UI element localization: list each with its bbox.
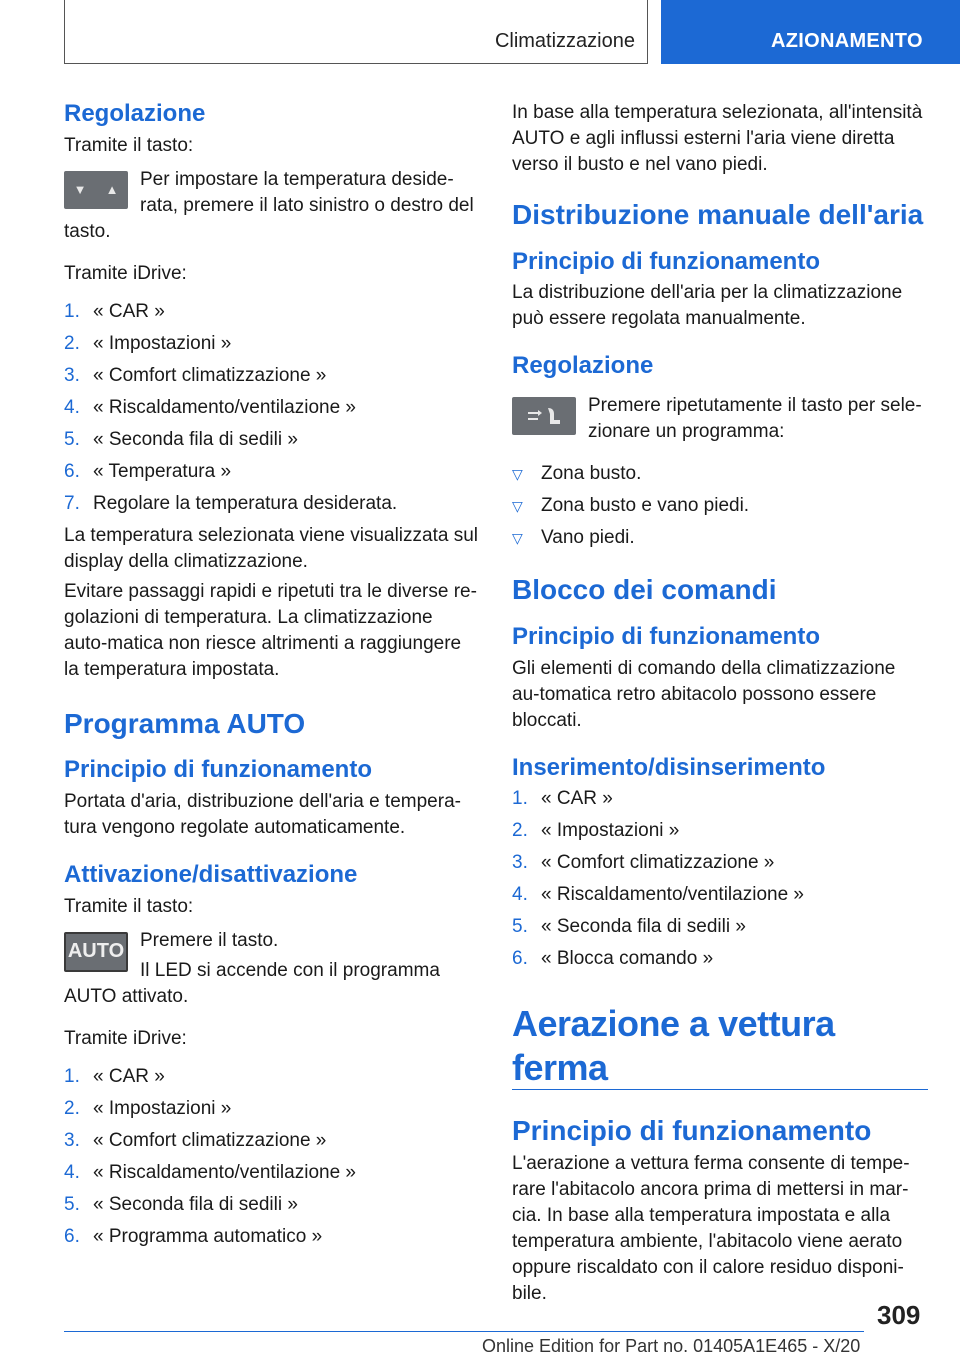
triangle-up-icon: ▲ (105, 182, 119, 198)
manual-options (512, 461, 928, 551)
temp-steps (64, 299, 480, 517)
bullet-triangle-icon: ▽ (512, 466, 523, 483)
list-item: 4. « Riscaldamento/ventilazione » (64, 396, 356, 418)
right-column (512, 100, 928, 1307)
list-item: 3. « Comfort climatizzazione » (512, 852, 775, 874)
lock-principle-title: Principio di funzionamento (512, 622, 820, 650)
list-item: ▽ Zona busto. (512, 461, 928, 487)
list-item: 4. « Riscaldamento/ventilazione » (512, 884, 804, 906)
list-item: 5. « Seconda fila di sedili » (512, 916, 746, 938)
parked-title: Aerazione a vettura ferma (512, 1003, 835, 1088)
parked-principle-text: L'aerazione a vettura ferma consente di tempe-rare l'abitacolo ancora prima di mettersi in mar-cia. In base alla temperatura impostata e alla temperatura ambiente, l'abitacolo viene aerato oppure riscaldato con il calore residuo disponi-bile. (512, 1153, 910, 1305)
list-item: 2. « Impostazioni » (512, 820, 680, 842)
list-item: 2. « Impostazioni » (64, 1097, 232, 1119)
list-item: 1. « CAR » (64, 300, 165, 322)
list-item: 6. « Blocca comando » (512, 948, 714, 970)
list-item: 5. « Seconda fila di sedili » (64, 428, 298, 450)
regolazione-title: Regolazione (64, 100, 206, 127)
list-item: 4. « Riscaldamento/ventilazione » (64, 1161, 356, 1183)
triangle-down-icon: ▼ (73, 182, 87, 198)
via-button-text: Tramite il tasto: (64, 134, 194, 156)
manual-principle-title: Principio di funzionamento (512, 247, 820, 275)
auto-principle-text: Portata d'aria, distribuzione dell'aria e tempera-tura vengono regolate automaticamente. (64, 791, 461, 839)
seat-airflow-icon (522, 404, 566, 428)
auto-led: Il LED si accende con il programma AUTO attivato. (64, 959, 440, 1007)
footer-edition: Online Edition for Part no. 01405A1E465 - X/20 (482, 1336, 861, 1356)
intro-text: In base alla temperatura selezionata, all'intensità AUTO e agli influssi esterni l'aria viene diretta verso il busto e nel vano piedi. (512, 102, 923, 175)
header-chapter-tab[interactable] (661, 0, 960, 64)
list-item: ▽ Zona busto e vano piedi. (512, 493, 928, 519)
header-chapter: AZIONAMENTO (771, 30, 923, 52)
manual-title: Distribuzione manuale dell'aria (512, 199, 924, 230)
parked-principle-title: Principio di funzionamento (512, 1114, 872, 1146)
manual-button-text: Premere ripetutamente il tasto per sele-zionare un programma: (588, 395, 922, 443)
list-item: 3. « Comfort climatizzazione » (64, 1129, 327, 1151)
header-section: Climatizzazione (494, 30, 635, 52)
list-item: 1. « CAR » (512, 788, 613, 810)
temp-note-1: La temperatura selezionata viene visualizzata sul display della climatizzazione. (64, 524, 479, 572)
lock-principle-text: Gli elementi di comando della climatizzazione au-tomatica retro abitacolo possono essere bloccati. (512, 657, 896, 731)
left-column (64, 100, 480, 1256)
auto-press: Premere il tasto. (140, 929, 279, 951)
via-idrive-text: Tramite iDrive: (64, 262, 187, 284)
manual-principle-text: La distribuzione dell'aria per la climatizzazione può essere regolata manualmente. (512, 282, 903, 330)
temp-down-up-icon (64, 171, 128, 209)
list-item: 6. « Temperatura » (64, 460, 232, 482)
auto-via-idrive: Tramite iDrive: (64, 1027, 187, 1049)
temp-button-text: Per impostare la temperatura deside-rata, premere il lato sinistro o destro del tasto. (64, 168, 474, 242)
list-item: 6. « Programma automatico » (64, 1225, 323, 1247)
temp-note-2: Evitare passaggi rapidi e ripetuti tra le diverse re-golazioni di temperatura. La climatizzazione auto-matica non riesce altrimenti a raggiungere la temperatura impostata. (64, 580, 477, 680)
page-number: 309 (877, 1300, 921, 1330)
auto-activation-title: Attivazione/disattivazione (64, 861, 358, 889)
auto-via-button: Tramite il tasto: (64, 895, 194, 917)
auto-button: AUTO (64, 932, 128, 972)
auto-title: Programma AUTO (64, 707, 306, 739)
auto-principle-title: Principio di funzionamento (64, 756, 372, 784)
list-item: 2. « Impostazioni » (64, 332, 232, 354)
bullet-triangle-icon: ▽ (512, 530, 523, 547)
parked-title-rule (512, 1002, 928, 1089)
footer-rule (64, 1331, 864, 1332)
list-item: 1. « CAR » (64, 1065, 165, 1087)
auto-steps (64, 1064, 480, 1250)
lock-onoff-title: Inserimento/disinserimento (512, 753, 826, 781)
list-item: 3. « Comfort climatizzazione » (64, 364, 327, 386)
lock-title: Blocco dei comandi (512, 574, 777, 606)
list-item: ▽ Vano piedi. (512, 525, 928, 551)
manual-reg-title: Regolazione (512, 352, 654, 380)
air-distribution-icon (512, 397, 576, 435)
bullet-triangle-icon: ▽ (512, 498, 523, 515)
list-item: 7. Regolare la temperatura desiderata. (64, 492, 398, 514)
lock-steps (512, 786, 928, 972)
header-section-box (64, 0, 648, 64)
list-item: 5. « Seconda fila di sedili » (64, 1193, 298, 1215)
